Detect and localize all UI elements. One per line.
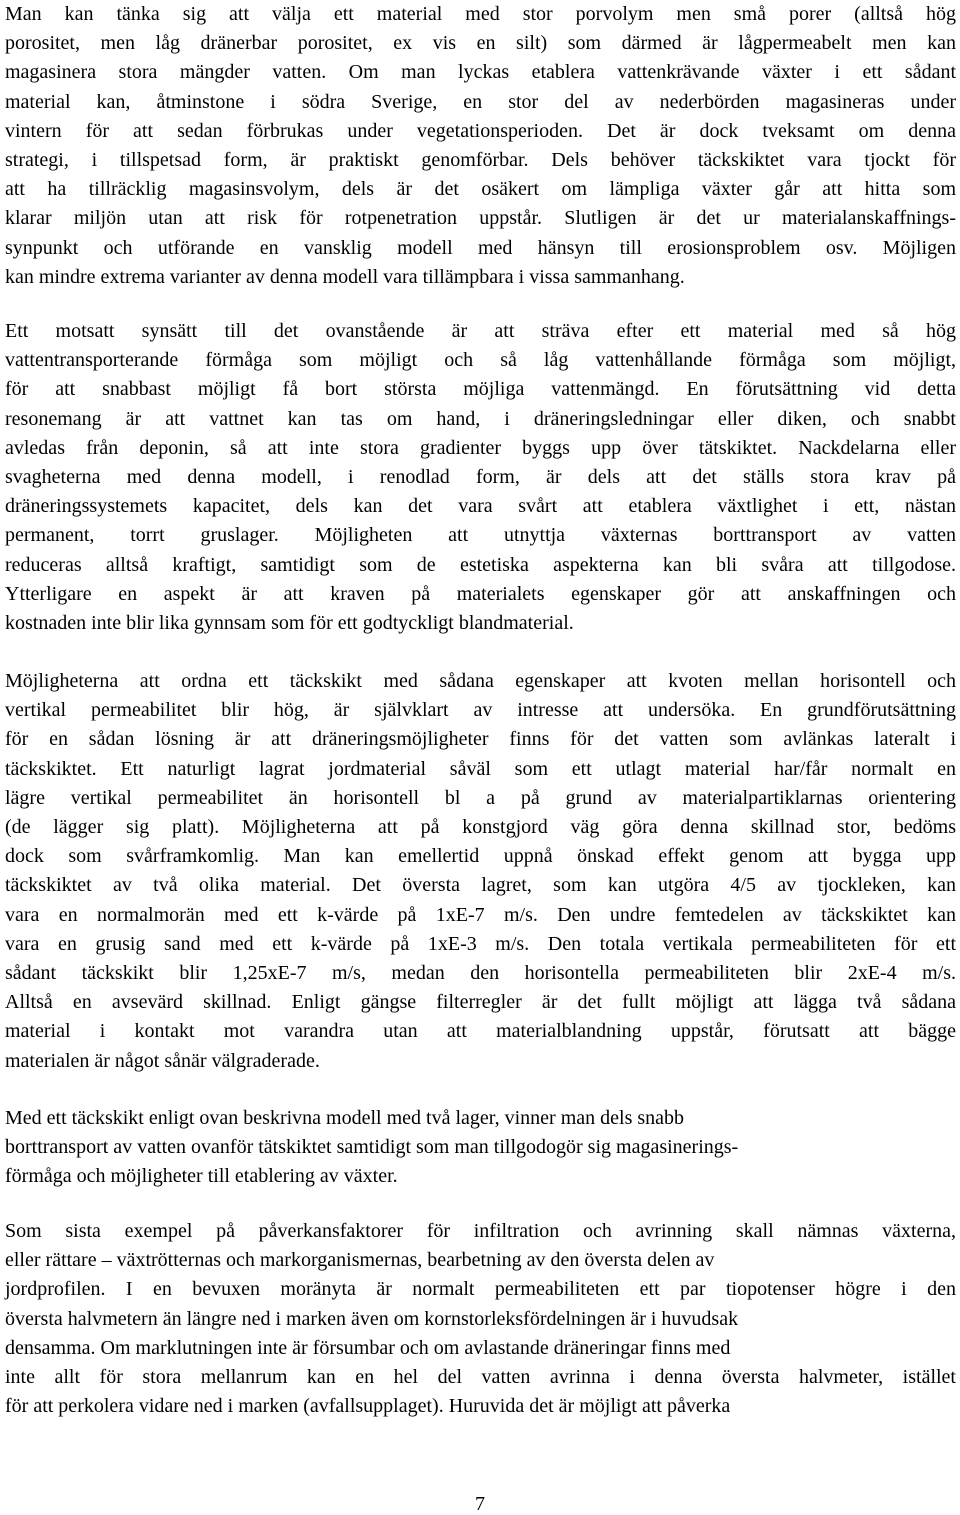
text-line: att ha tillräcklig magasinsvolym, dels är det osäkert om lämpliga växter går att hitta som: [5, 178, 956, 201]
text-line: dock som svårframkomlig. Man kan emellertid uppnå önskad effekt genom att bygga upp: [5, 845, 956, 868]
text-line: vara en grusig sand med ett k-värde på 1xE-3 m/s. Den totala vertikala permeabiliteten för ett: [5, 932, 956, 955]
paragraph-1: [5, 0, 956, 292]
text-line: Alltså en avsevärd skillnad. Enligt gängse filterregler är det fullt möjligt att lägga två sådana: [5, 991, 956, 1014]
text-line: svagheterna med denna modell, i renodlad form, är dels att det ställs stora krav på: [5, 466, 956, 489]
text-line: för att perkolera vidare ned i marken (avfallsupplaget). Huruvida det är möjligt att påverka: [5, 1395, 731, 1418]
text-line: täckskiktet. Ett naturligt lagrat jordmaterial såväl som ett utlagt material har/får normalt en: [5, 757, 956, 780]
text-line: Ytterligare en aspekt är att kraven på materialets egenskaper gör att anskaffningen och: [5, 582, 956, 605]
text-line: vertikal permeabilitet blir hög, är självklart av intresse att undersöka. En grundförutsättning: [5, 699, 956, 722]
text-line: material kan, åtminstone i södra Sverige, en stor del av nederbörden magasineras under: [5, 90, 956, 113]
text-line: för en sådan lösning är att dräneringsmöjligheter finns för det vatten som avlänkas lateralt i: [5, 728, 956, 751]
text-line: avledas från deponin, så att inte stora gradienter byggs upp över tätskiktet. Nackdelarna eller: [5, 436, 956, 459]
text-line: Man kan tänka sig att välja ett material med stor porvolym men små porer (alltså hög: [5, 3, 956, 25]
text-line: sådant täckskikt blir 1,25xE-7 m/s, medan den horisontella permeabiliteten blir 2xE-4 m/s.: [5, 962, 956, 985]
text-line: permanent, torrt gruslager. Möjligheten att utnyttja växternas borttransport av vatten: [5, 524, 956, 547]
page-number: 7: [475, 1493, 485, 1515]
text-line: Möjligheterna att ordna ett täckskikt med sådana egenskaper att kvoten mellan horisontell och: [5, 670, 956, 692]
text-line: material i kontakt mot varandra utan att materialblandning uppstår, förutsatt att bägge: [5, 1020, 956, 1043]
text-line: (de lägger sig platt). Möjligheterna att på konstgjord väg göra denna skillnad stor, bedöms: [5, 816, 956, 839]
text-line: resonemang är att vattnet kan tas om hand, i dräneringsledningar eller diken, och snabbt: [5, 407, 956, 430]
text-line: densamma. Om marklutningen inte är försumbar och om avlastande dräneringar finns med: [5, 1336, 731, 1359]
paragraph-3: [5, 667, 956, 1076]
paragraph-4: [5, 1104, 956, 1192]
text-line: kan mindre extrema varianter av denna modell vara tillämpbara i vissa sammanhang.: [5, 265, 685, 288]
text-line: förmåga och möjligheter till etablering av växter.: [5, 1165, 398, 1188]
text-line: dräneringssystemets kapacitet, dels kan det vara svårt att etablera växtlighet i ett, nästan: [5, 495, 956, 518]
text-line: magasinera stora mängder vatten. Om man lyckas etablera vattenkrävande växter i ett sådant: [5, 61, 956, 84]
text-line: borttransport av vatten ovanför tätskiktet samtidigt som man tillgodogör sig magasinerings-: [5, 1136, 739, 1159]
text-line: vintern för att sedan förbrukas under vegetationsperioden. Det är dock tveksamt om denna: [5, 119, 956, 142]
text-line: Ett motsatt synsätt till det ovanstående är att sträva efter ett material med så hög: [5, 320, 956, 342]
text-line: vara en normalmorän med ett k-värde på 1xE-7 m/s. Den undre femtedelen av täckskiktet kan: [5, 903, 956, 926]
paragraph-5: [5, 1217, 956, 1421]
text-line: översta halvmetern än längre ned i marken även om kornstorleksfördelningen är i huvudsak: [5, 1307, 739, 1330]
text-line: vattentransporterande förmåga som möjligt och så låg vattenhållande förmåga som möjligt,: [5, 349, 956, 372]
text-line: materialen är något sånär välgraderade.: [5, 1049, 320, 1072]
text-line: synpunkt och utförande en vansklig modell med hänsyn till erosionsproblem osv. Möjligen: [5, 236, 956, 259]
text-line: porositet, men låg dränerbar porositet, ex vis en silt) som därmed är lågpermeabelt men kan: [5, 32, 956, 55]
text-line: täckskiktet av två olika material. Det översta lagret, som kan utgöra 4/5 av tjockleken, kan: [5, 874, 956, 897]
text-line: klarar miljön utan att risk för rotpenetration uppstår. Slutligen är det ur materialanskaffnings-: [5, 207, 956, 230]
text-line: kostnaden inte blir lika gynnsam som för ett godtyckligt blandmaterial.: [5, 612, 574, 635]
text-line: jordprofilen. I en bevuxen moränyta är normalt permeabiliteten ett par tiopotenser högre i den: [5, 1278, 956, 1301]
text-line: lägre vertikal permeabilitet än horisontell bl a på grund av materialpartiklarnas orientering: [5, 786, 956, 809]
text-line: för att snabbast möjligt få bort största möjliga vattenmängd. En förutsättning vid detta: [5, 378, 956, 401]
text-line: reduceras alltså kraftigt, samtidigt som de estetiska aspekterna kan bli svåra att tillgodose.: [5, 553, 956, 576]
text-line: Med ett täckskikt enligt ovan beskrivna modell med två lager, vinner man dels snabb: [5, 1107, 685, 1129]
text-line: Som sista exempel på påverkansfaktorer för infiltration och avrinning skall nämnas växterna,: [5, 1220, 956, 1242]
text-line: strategi, i tillspetsad form, är praktiskt genomförbar. Dels behöver täckskiktet vara tjockt för: [5, 149, 956, 172]
text-line: eller rättare – växtrötternas och markorganismernas, bearbetning av den översta delen av: [5, 1249, 715, 1272]
text-line: inte allt för stora mellanrum kan en hel del vatten avrinna i denna översta halvmeter, istället: [5, 1366, 956, 1389]
paragraph-2: [5, 317, 956, 638]
